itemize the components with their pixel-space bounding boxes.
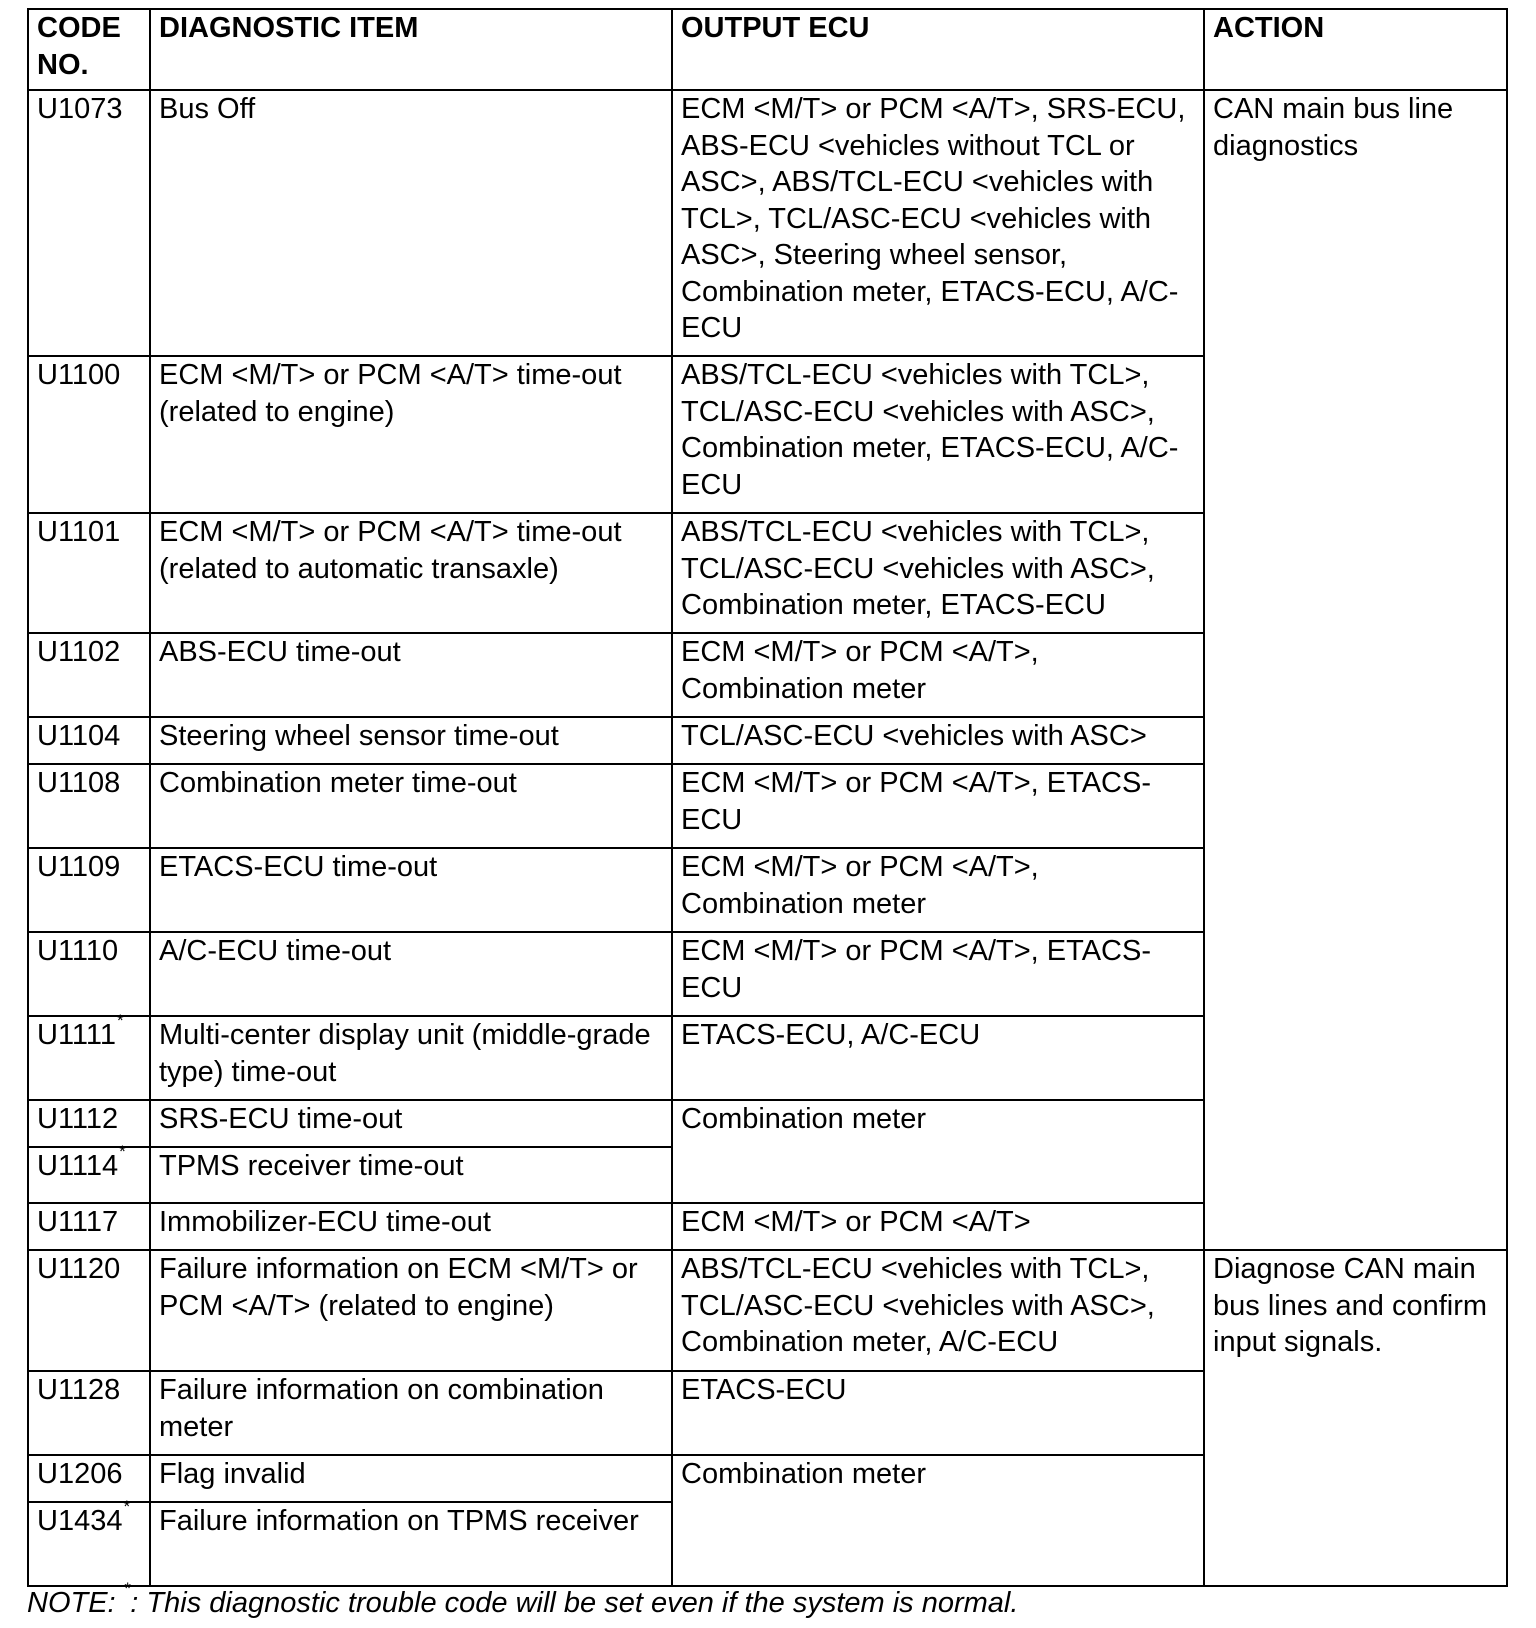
code-text: U1111 [37, 1019, 116, 1051]
diagnostic-item-cell: ABS-ECU time-out [150, 633, 672, 717]
note-text: : This diagnostic trouble code will be set even if the system is normal. [130, 1587, 1019, 1619]
code-cell: U1206 [28, 1455, 150, 1502]
diagnostic-item-cell: Flag invalid [150, 1455, 672, 1502]
asterisk-mark: * [117, 1011, 124, 1030]
code-cell: U1101 [28, 513, 150, 633]
diagnostic-item-cell: Combination meter time-out [150, 764, 672, 848]
asterisk-mark: * [119, 1142, 126, 1161]
output-ecu-cell: ECM <M/T> or PCM <A/T>, ETACS-ECU [672, 932, 1204, 1016]
code-cell [28, 1011, 150, 1100]
code-cell: U1108 [28, 764, 150, 848]
code-cell: U1109 [28, 848, 150, 932]
code-cell: U1110 [28, 932, 150, 1016]
output-ecu-cell: Combination meter [672, 1100, 1204, 1203]
action-cell: CAN main bus line diagnostics [1204, 90, 1507, 1250]
diagnostic-item-cell: Failure information on TPMS receiver [150, 1502, 672, 1586]
code-cell: U1104 [28, 717, 150, 764]
header-output-ecu: OUTPUT ECU [672, 9, 1204, 90]
output-ecu-cell: ETACS-ECU, A/C-ECU [672, 1016, 1204, 1100]
output-ecu-cell: ECM <M/T> or PCM <A/T>, Combination meter [672, 848, 1204, 932]
code-cell: U1128 [28, 1371, 150, 1455]
output-ecu-cell: ABS/TCL-ECU <vehicles with TCL>, TCL/ASC-ECU <vehicles with ASC>, Combination meter, ETACS-ECU [672, 513, 1204, 633]
action-cell: Diagnose CAN main bus lines and confirm input signals. [1204, 1250, 1507, 1586]
code-cell: U1073 [28, 90, 150, 356]
diagnostic-item-cell: Bus Off [150, 90, 672, 356]
diagnostic-item-cell: TPMS receiver time-out [150, 1147, 672, 1203]
diagnostic-item-cell: ETACS-ECU time-out [150, 848, 672, 932]
diagnostic-item-cell: Failure information on combination meter [150, 1371, 672, 1455]
code-cell: U1120 [28, 1250, 150, 1371]
output-ecu-cell: ECM <M/T> or PCM <A/T>, ETACS-ECU [672, 764, 1204, 848]
header-row [28, 9, 1507, 90]
output-ecu-cell: TCL/ASC-ECU <vehicles with ASC> [672, 717, 1204, 764]
table-row [28, 1250, 1507, 1371]
diagnostic-item-cell: Steering wheel sensor time-out [150, 717, 672, 764]
diagnostic-item-cell: SRS-ECU time-out [150, 1100, 672, 1147]
note-asterisk: * [123, 1579, 131, 1598]
code-cell: U1100 [28, 356, 150, 513]
output-ecu-cell: ECM <M/T> or PCM <A/T>, Combination meter [672, 633, 1204, 717]
diagnostic-item-cell: Immobilizer-ECU time-out [150, 1203, 672, 1250]
output-ecu-cell: Combination meter [672, 1455, 1204, 1586]
output-ecu-cell: ECM <M/T> or PCM <A/T>, SRS-ECU, ABS-ECU <vehicles without TCL or ASC>, ABS/TCL-ECU <vehicles with TCL>, TCL/ASC-ECU <vehicles with ASC>, Steering wheel sensor, Combination meter, ETACS-ECU, A/C-ECU [672, 90, 1204, 356]
code-cell: U1112 [28, 1100, 150, 1147]
code-cell: U1117 [28, 1203, 150, 1250]
footnote [27, 1579, 1019, 1621]
diagnostic-item-cell: ECM <M/T> or PCM <A/T> time-out (related to engine) [150, 356, 672, 513]
output-ecu-cell: ECM <M/T> or PCM <A/T> [672, 1203, 1204, 1250]
diagnostic-item-cell: Failure information on ECM <M/T> or PCM <A/T> (related to engine) [150, 1250, 672, 1371]
code-cell [28, 1142, 150, 1203]
output-ecu-cell: ETACS-ECU [672, 1371, 1204, 1455]
code-cell: U1102 [28, 633, 150, 717]
note-prefix: NOTE: [27, 1587, 124, 1619]
diagnostic-item-cell: ECM <M/T> or PCM <A/T> time-out (related to automatic transaxle) [150, 513, 672, 633]
header-code: CODE NO. [28, 9, 150, 90]
output-ecu-cell: ABS/TCL-ECU <vehicles with TCL>, TCL/ASC-ECU <vehicles with ASC>, Combination meter, A/C-ECU [672, 1250, 1204, 1371]
diagnostic-item-cell: A/C-ECU time-out [150, 932, 672, 1016]
diagnostic-item-cell: Multi-center display unit (middle-grade type) time-out [150, 1016, 672, 1100]
header-diagnostic-item: DIAGNOSTIC ITEM [150, 9, 672, 90]
output-ecu-cell: ABS/TCL-ECU <vehicles with TCL>, TCL/ASC-ECU <vehicles with ASC>, Combination meter, ETACS-ECU, A/C-ECU [672, 356, 1204, 513]
header-action: ACTION [1204, 9, 1507, 90]
code-text: U1114 [37, 1150, 119, 1182]
code-cell [28, 1497, 150, 1586]
table-row [28, 90, 1507, 356]
code-text: U1434 [37, 1505, 123, 1537]
asterisk-mark: * [123, 1497, 131, 1516]
dtc-table [27, 8, 1508, 1587]
